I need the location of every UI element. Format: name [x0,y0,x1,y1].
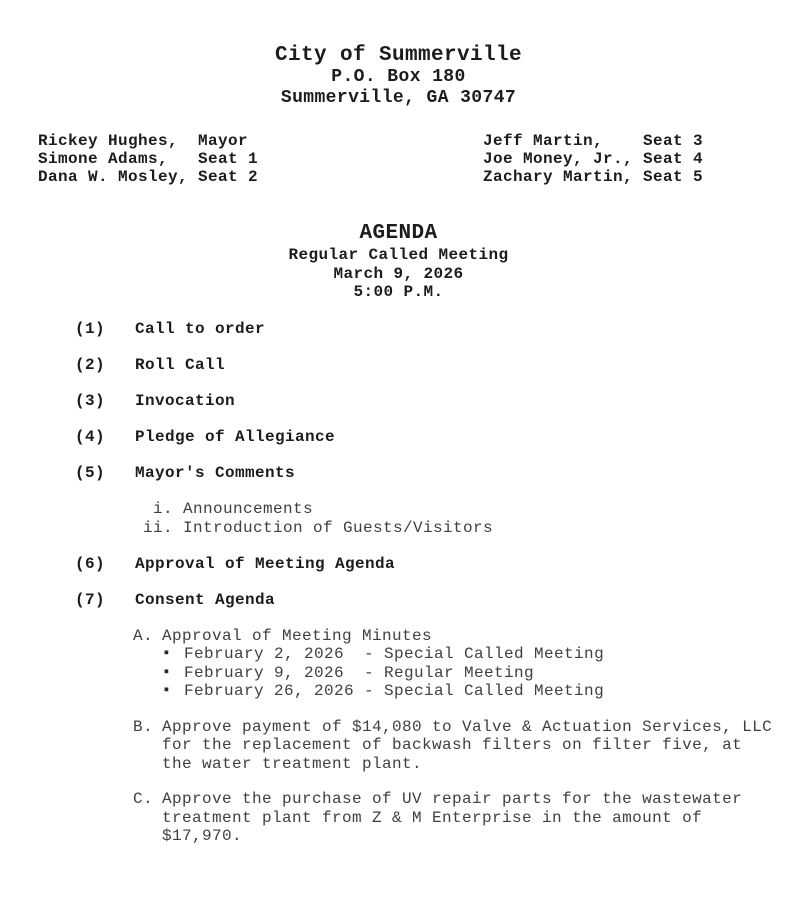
consent-b-line: for the replacement of backwash filters on filter five, at [162,736,743,754]
officials-list [0,132,797,186]
official-entry: Simone Adams, Seat 1 [38,150,259,168]
item-number: (5) [75,463,106,482]
officials-right-column [483,132,703,186]
minutes-approval-title: Approval of Meeting Minutes [162,626,433,645]
consent-item-c [0,790,797,846]
city-state-zip-line: Summerville, GA 30747 [280,88,517,108]
consent-c-line: $17,970. [162,827,243,845]
bullet-icon: ▪ [162,645,172,662]
item-number: (4) [75,427,106,446]
consent-item-b-body [162,718,772,774]
consent-b-line: the water treatment plant. [162,754,423,773]
item-number: (7) [75,590,106,609]
agenda-item-consent-agenda [0,591,797,610]
item-number: (1) [75,319,106,338]
official-entry: Dana W. Mosley, Seat 2 [38,168,259,186]
agenda-item-approval-of-agenda [0,555,797,574]
item-label: Invocation [135,391,236,410]
consent-item-a [0,627,797,701]
meeting-heading-block [0,222,797,302]
consent-item-b [0,718,797,774]
consent-c-line: Approve the purchase of UV repair parts for the wastewater [162,790,743,808]
official-entry: Zachary Martin, Seat 5 [482,168,703,186]
minutes-entry [162,664,604,683]
item-number: (6) [75,554,106,573]
agenda-item-invocation [0,392,797,411]
item-label: Approval of Meeting Agenda [135,554,396,573]
minutes-entry-text: February 2, 2026 - Special Called Meeting [184,645,605,663]
officials-left-column [38,132,258,186]
item-number: (2) [75,355,106,374]
agenda-item-mayors-comments [0,464,797,483]
meeting-time: 5:00 P.M. [353,283,444,301]
consent-item-a-body [162,627,604,701]
official-entry: Jeff Martin, Seat 3 [482,132,703,150]
minutes-entry-text: February 26, 2026 - Special Called Meeting [184,682,605,700]
agenda-items-list [0,320,797,846]
agenda-item-pledge [0,428,797,447]
po-box-line: P.O. Box 180 [331,67,466,87]
item-label: Pledge of Allegiance [135,427,336,446]
consent-c-line: treatment plant from Z & M Enterprise in the amount of [162,808,703,827]
minutes-entry [162,682,604,701]
official-entry: Rickey Hughes, Mayor [38,132,249,150]
item-label: Roll Call [135,355,226,374]
agenda-item-roll-call [0,356,797,375]
document-header [0,0,797,109]
meeting-date: March 9, 2026 [333,264,464,283]
mayors-comments-sublist [0,500,797,538]
minutes-list [162,645,604,701]
sublist-item-announcements: i. Announcements [143,499,314,518]
consent-item-letter: B. [133,717,154,736]
official-entry: Joe Money, Jr., Seat 4 [482,150,703,168]
bullet-icon: ▪ [162,663,172,681]
item-label: Mayor's Comments [135,463,296,482]
consent-item-letter: C. [133,790,154,808]
item-label: Consent Agenda [135,590,276,609]
item-number: (3) [75,391,106,410]
minutes-entry-text: February 9, 2026 - Regular Meeting [184,663,535,682]
agenda-item-call-to-order [0,320,797,339]
bullet-icon: ▪ [162,682,172,699]
minutes-entry [162,645,604,664]
sublist-item-guests: ii. Introduction of Guests/Visitors [143,518,494,537]
consent-b-line: Approve payment of $14,080 to Valve & Actuation Services, LLC [162,717,773,736]
meeting-type: Regular Called Meeting [288,246,509,264]
consent-item-letter: A. [133,626,154,645]
item-label: Call to order [135,319,266,338]
consent-item-c-body [162,790,742,846]
city-title: City of Summerville [274,44,523,67]
agenda-title: AGENDA [359,222,438,245]
